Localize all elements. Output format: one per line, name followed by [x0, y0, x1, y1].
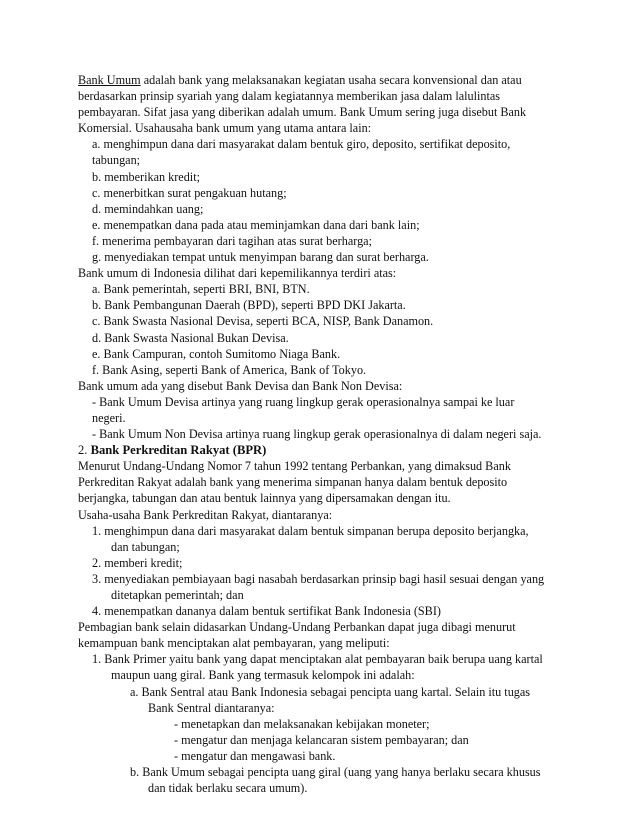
list-item: c. menerbitkan surat pengakuan hutang; — [92, 185, 287, 200]
list-item: e. Bank Campuran, contoh Sumitomo Niaga Bank. — [92, 346, 341, 361]
paragraph-line: Bank umum ada yang disebut Bank Devisa dan Bank Non Devisa: — [78, 378, 403, 393]
task-item: - menetapkan dan melaksanakan kebijakan moneter; — [174, 716, 430, 731]
list-item: d. Bank Swasta Nasional Bukan Devisa. — [92, 330, 289, 345]
sub-list-item-cont: dan tidak berlaku secara umum). — [148, 781, 308, 796]
paragraph-line: kemampuan bank menciptakan alat pembayaran, yang meliputi: — [78, 636, 390, 651]
paragraph-line — [78, 72, 578, 88]
paragraph-line: Bank umum di Indonesia dilihat dari kepemilikannya terdiri atas: — [78, 266, 397, 281]
list-item: c. Bank Swasta Nasional Devisa, seperti BCA, NISP, Bank Danamon. — [92, 314, 434, 329]
list-item-cont: tabungan; — [92, 153, 141, 168]
term-bank-umum: Bank Umum — [78, 73, 141, 87]
list-item-cont: ditetapkan pemerintah; dan — [111, 588, 244, 602]
sub-list-item: a. Bank Sentral atau Bank Indonesia sebagai pencipta uang kartal. Selain itu tugas — [130, 684, 531, 699]
paragraph-line: berdasarkan prinsip syariah yang dalam kegiatannya memberikan jasa dalam lalulintas — [78, 89, 501, 104]
list-item: b. memberikan kredit; — [92, 169, 200, 184]
list-item: g. menyediakan tempat untuk menyimpan barang dan surat berharga. — [92, 250, 429, 265]
list-item: b. Bank Pembangunan Daerah (BPD), seperti BPD DKI Jakarta. — [92, 298, 406, 313]
task-item: - mengatur dan mengawasi bank. — [174, 748, 336, 763]
list-item: 4. menempatkan dananya dalam bentuk sertifikat Bank Indonesia (SBI) — [92, 604, 441, 619]
list-item: d. memindahkan uang; — [92, 201, 204, 216]
list-item: f. Bank Asing, seperti Bank of America, Bank of Tokyo. — [92, 362, 367, 377]
list-item: - Bank Umum Devisa artinya yang ruang lingkup gerak operasionalnya sampai ke luar — [92, 394, 515, 409]
list-item: 3. menyediakan pembiayaan bagi nasabah berdasarkan prinsip bagi hasil sesuai dengan yang — [92, 571, 545, 586]
list-item-cont: maupun uang giral. Bank yang termasuk kelompok ini adalah: — [111, 668, 415, 683]
paragraph-line: pembayaran. Sifat jasa yang diberikan adalah umum. Bank Umum sering juga disebut Bank — [78, 105, 527, 120]
list-item: f. menerima pembayaran dari tagihan atas surat berharga; — [92, 233, 372, 248]
list-item: e. menempatkan dana pada atau meminjamkan dana dari bank lain; — [92, 217, 420, 232]
section-number: 2. — [78, 443, 91, 458]
sub-list-item: b. Bank Umum sebagai pencipta uang giral (uang yang hanya berlaku secara khusus — [130, 765, 541, 780]
list-item-cont: negeri. — [92, 410, 126, 425]
paragraph-line: Perkreditan Rakyat adalah bank yang menerima simpanan hanya dalam bentuk deposito — [78, 475, 508, 490]
list-item: 1. Bank Primer yaitu bank yang dapat menciptakan alat pembayaran baik berupa uang kartal — [92, 652, 543, 667]
list-item: 1. menghimpun dana dari masyarakat dalam bentuk simpanan berupa deposito berjangka, — [92, 523, 529, 538]
list-item: - Bank Umum Non Devisa artinya ruang lingkup gerak operasionalnya di dalam negeri saja. — [92, 427, 542, 442]
sub-list-item-cont: Bank Sentral diantaranya: — [148, 700, 275, 715]
section-title: Bank Perkreditan Rakyat (BPR) — [90, 443, 267, 458]
section-heading — [78, 442, 578, 458]
list-item: a. Bank pemerintah, seperti BRI, BNI, BTN. — [92, 282, 310, 297]
document-page — [78, 72, 578, 796]
paragraph-line: Pembagian bank selain didasarkan Undang-Undang Perbankan dapat juga dibagi menurut — [78, 620, 516, 635]
paragraph-line: Komersial. Usahausaha bank umum yang utama antara lain: — [78, 121, 372, 136]
list-item-cont: dan tabungan; — [111, 539, 180, 554]
paragraph-line: Menurut Undang-Undang Nomor 7 tahun 1992 tentang Perbankan, yang dimaksud Bank — [78, 459, 511, 474]
paragraph-line: berjangka, tabungan dan atau bentuk lainnya yang dipersamakan dengan itu. — [78, 491, 451, 506]
paragraph-line: Usaha-usaha Bank Perkreditan Rakyat, diantaranya: — [78, 507, 333, 522]
list-item: a. menghimpun dana dari masyarakat dalam bentuk giro, deposito, sertifikat deposito, — [92, 137, 511, 152]
text: adalah bank yang melaksanakan kegiatan usaha secara konvensional dan atau — [140, 73, 522, 87]
list-item: 2. memberi kredit; — [92, 555, 183, 570]
task-item: - mengatur dan menjaga kelancaran sistem pembayaran; dan — [174, 732, 469, 747]
